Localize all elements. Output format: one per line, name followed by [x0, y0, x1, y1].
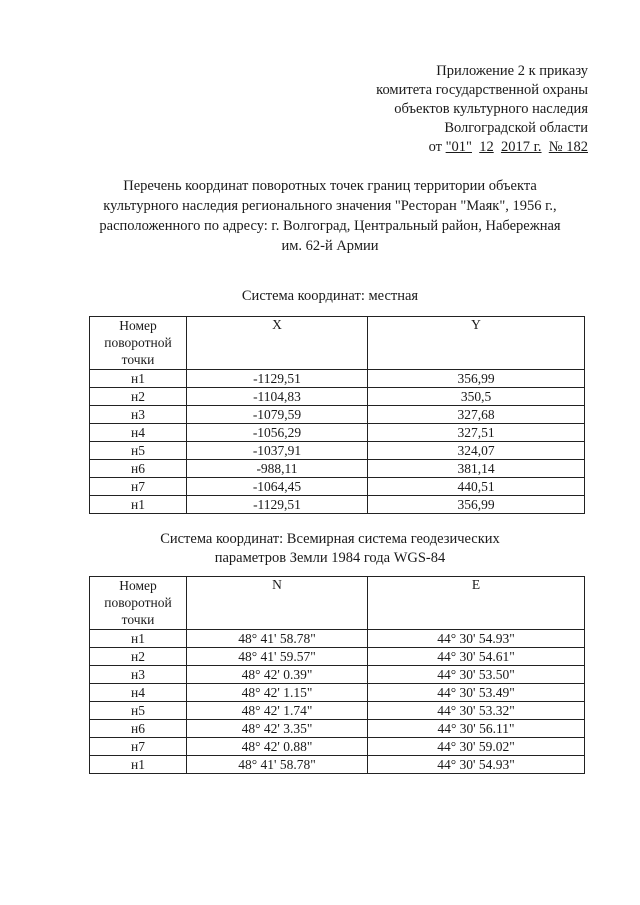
y-header: Y [368, 317, 585, 370]
table-row [90, 756, 585, 774]
e-cell: 44° 30' 53.50" [368, 666, 585, 684]
header-text: точки [121, 352, 155, 367]
table-row [90, 388, 585, 406]
y-cell: 327,68 [368, 406, 585, 424]
n-header: N [187, 577, 368, 630]
e-cell: 44° 30' 56.11" [368, 720, 585, 738]
table-row [90, 720, 585, 738]
order-prefix: от [428, 139, 442, 155]
e-header: E [368, 577, 585, 630]
order-year: 2017 г. [500, 139, 542, 155]
wgs-label-line: параметров Земли 1984 года WGS-84 [214, 550, 446, 566]
e-cell: 44° 30' 53.32" [368, 702, 585, 720]
point-cell: н2 [90, 648, 187, 666]
wgs-system-label [60, 530, 600, 568]
e-cell: 44° 30' 54.93" [368, 756, 585, 774]
table-row [90, 630, 585, 648]
point-cell: н4 [90, 684, 187, 702]
y-cell: 356,99 [368, 496, 585, 514]
point-cell: н5 [90, 442, 187, 460]
x-cell: -1104,83 [187, 388, 368, 406]
table-row [90, 478, 585, 496]
point-cell: н6 [90, 460, 187, 478]
appendix-line: Волгоградской области [444, 120, 588, 136]
point-cell: н3 [90, 666, 187, 684]
point-cell: н7 [90, 478, 187, 496]
header-text: поворотной [104, 335, 172, 350]
table-row [90, 738, 585, 756]
appendix-line: комитета государственной охраны [376, 82, 588, 98]
point-cell: н4 [90, 424, 187, 442]
n-cell: 48° 41' 58.78" [187, 756, 368, 774]
y-cell: 350,5 [368, 388, 585, 406]
order-day: "01" [445, 139, 472, 155]
y-cell: 356,99 [368, 370, 585, 388]
appendix-line: Приложение 2 к приказу [436, 63, 588, 79]
x-cell: -1129,51 [187, 496, 368, 514]
point-cell: н7 [90, 738, 187, 756]
title-line: им. 62-й Армии [281, 238, 379, 254]
x-cell: -1079,59 [187, 406, 368, 424]
x-cell: -988,11 [187, 460, 368, 478]
table-row [90, 406, 585, 424]
table-row [90, 702, 585, 720]
table-header-row [90, 317, 585, 370]
header-text: точки [121, 612, 155, 627]
y-cell: 327,51 [368, 424, 585, 442]
wgs-coordinates-table [89, 576, 585, 774]
point-cell: н1 [90, 496, 187, 514]
point-cell: н1 [90, 630, 187, 648]
order-line [376, 138, 588, 157]
x-cell: -1056,29 [187, 424, 368, 442]
n-cell: 48° 41' 58.78" [187, 630, 368, 648]
header-text: поворотной [104, 595, 172, 610]
n-cell: 48° 42' 0.88" [187, 738, 368, 756]
y-cell: 440,51 [368, 478, 585, 496]
point-number-header [90, 317, 187, 370]
table-header-row [90, 577, 585, 630]
y-cell: 324,07 [368, 442, 585, 460]
point-cell: н1 [90, 370, 187, 388]
header-text: Номер [119, 318, 157, 333]
n-cell: 48° 41' 59.57" [187, 648, 368, 666]
point-cell: н2 [90, 388, 187, 406]
e-cell: 44° 30' 53.49" [368, 684, 585, 702]
e-cell: 44° 30' 59.02" [368, 738, 585, 756]
x-header: X [187, 317, 368, 370]
y-cell: 381,14 [368, 460, 585, 478]
point-cell: н5 [90, 702, 187, 720]
title-line: культурного наследия регионального значения "Ресторан "Маяк", 1956 г., [103, 198, 557, 214]
document-title [60, 176, 600, 256]
table-row [90, 370, 585, 388]
point-cell: н3 [90, 406, 187, 424]
title-line: Перечень координат поворотных точек границ территории объекта [123, 178, 537, 194]
table-row [90, 442, 585, 460]
local-system-label: Система координат: местная [241, 288, 419, 304]
n-cell: 48° 42' 3.35" [187, 720, 368, 738]
point-number-header [90, 577, 187, 630]
appendix-header [376, 62, 588, 157]
x-cell: -1064,45 [187, 478, 368, 496]
order-month: 12 [479, 139, 494, 155]
n-cell: 48° 42' 0.39" [187, 666, 368, 684]
n-cell: 48° 42' 1.74" [187, 702, 368, 720]
wgs-label-line: Система координат: Всемирная система геодезических [160, 531, 500, 547]
table-row [90, 424, 585, 442]
point-cell: н1 [90, 756, 187, 774]
table-row [90, 648, 585, 666]
x-cell: -1037,91 [187, 442, 368, 460]
order-number: № 182 [548, 139, 588, 155]
header-text: Номер [119, 578, 157, 593]
table-row [90, 666, 585, 684]
local-coordinates-table [89, 316, 585, 514]
appendix-line: объектов культурного наследия [394, 101, 588, 117]
x-cell: -1129,51 [187, 370, 368, 388]
point-cell: н6 [90, 720, 187, 738]
table-row [90, 460, 585, 478]
title-line: расположенного по адресу: г. Волгоград, Центральный район, Набережная [99, 218, 561, 234]
table-row [90, 684, 585, 702]
n-cell: 48° 42' 1.15" [187, 684, 368, 702]
table-row [90, 496, 585, 514]
e-cell: 44° 30' 54.93" [368, 630, 585, 648]
e-cell: 44° 30' 54.61" [368, 648, 585, 666]
